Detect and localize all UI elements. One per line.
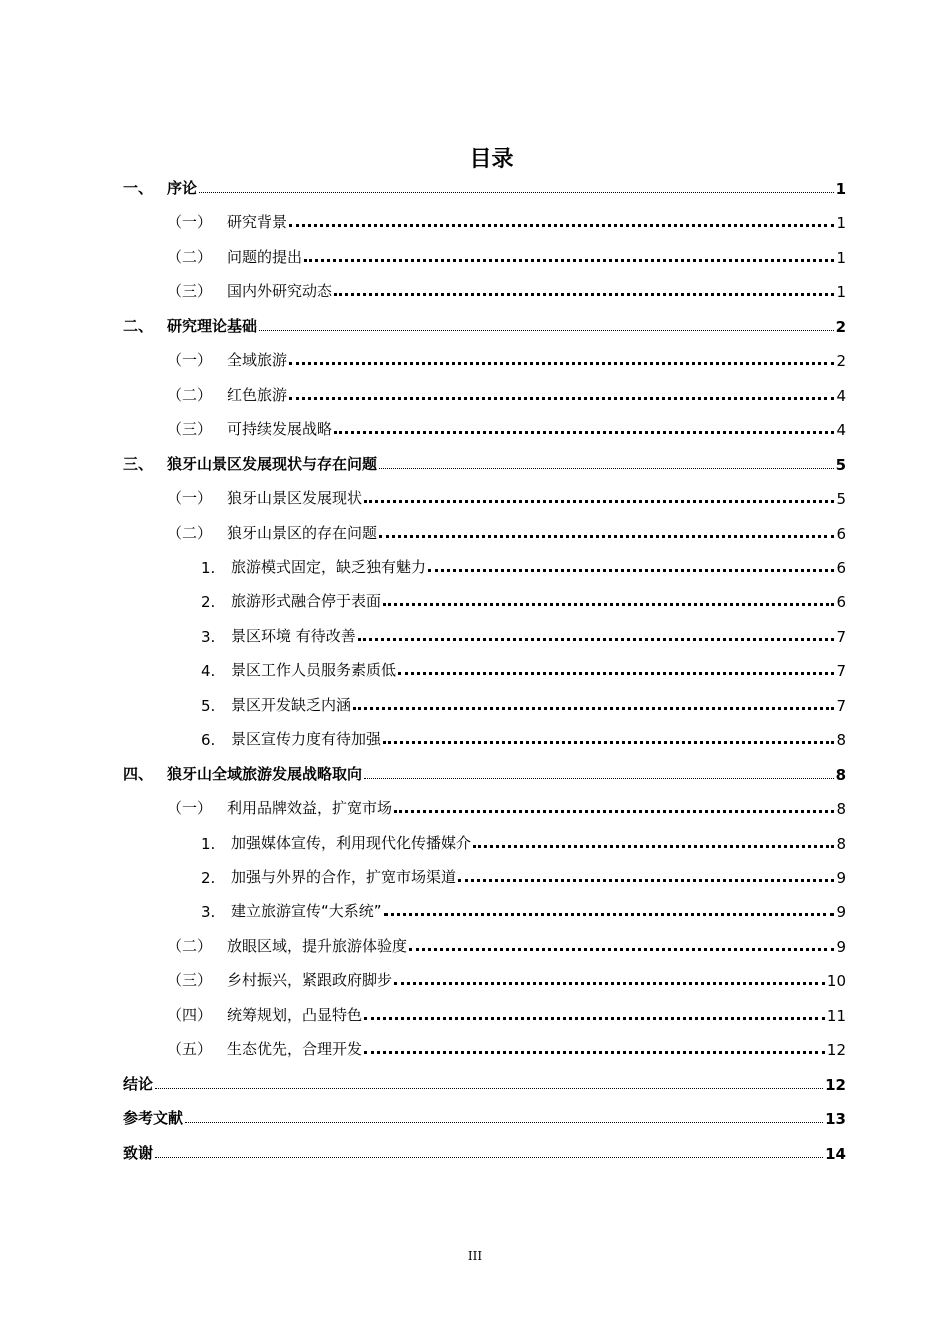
toc-entry[interactable] xyxy=(201,553,846,577)
toc-entry-label: 狼牙山景区发展现状与存在问题 xyxy=(167,454,378,473)
toc-entry-number: 三、 xyxy=(123,454,154,473)
toc-entry-label: 致谢 xyxy=(123,1143,154,1162)
dot-leader xyxy=(334,431,834,434)
dot-leader xyxy=(289,224,834,227)
toc-entry-label: 景区工作人员服务素质低 xyxy=(231,661,397,680)
toc-entry[interactable] xyxy=(167,484,846,508)
toc-entry-number: 3. xyxy=(201,627,216,646)
toc-entry-page: 8 xyxy=(835,765,846,784)
toc-entry-label: 狼牙山全域旅游发展战略取向 xyxy=(167,764,363,783)
toc-entry-label: 研究理论基础 xyxy=(167,316,258,335)
dot-leader xyxy=(364,1051,825,1054)
dot-leader xyxy=(384,913,835,916)
toc-entry[interactable] xyxy=(201,829,846,853)
toc-entry[interactable] xyxy=(167,208,846,232)
toc-entry[interactable] xyxy=(167,932,846,956)
toc-entry-number: 四、 xyxy=(123,764,154,783)
dot-leader xyxy=(379,468,834,469)
toc-entry-number: 2. xyxy=(201,593,216,612)
toc-entry-page: 12 xyxy=(826,1041,846,1060)
toc-entry[interactable] xyxy=(201,725,846,749)
toc-entry-page: 8 xyxy=(836,800,846,819)
toc-entry-number: 1. xyxy=(201,558,216,577)
toc-entry[interactable] xyxy=(167,346,846,370)
toc-entry[interactable] xyxy=(123,1139,846,1163)
toc-entry-page: 2 xyxy=(835,317,846,336)
toc-entry-number: 1. xyxy=(201,834,216,853)
dot-leader xyxy=(364,1017,825,1020)
toc-entry-page: 1 xyxy=(835,180,846,198)
toc-entry-number: （一） xyxy=(167,213,213,232)
toc-entry[interactable] xyxy=(201,622,846,646)
toc-entry[interactable] xyxy=(167,794,846,818)
toc-entry-page: 6 xyxy=(836,558,846,577)
toc-entry-label: 加强媒体宣传，利用现代化传播媒介 xyxy=(231,833,472,852)
dot-leader xyxy=(259,330,834,331)
toc-entry[interactable] xyxy=(167,277,846,301)
dot-leader xyxy=(289,362,834,365)
toc-entry-page: 1 xyxy=(836,214,846,233)
toc-entry[interactable] xyxy=(167,243,846,267)
toc-entry-label: 狼牙山景区发展现状 xyxy=(227,489,363,508)
toc-entry[interactable] xyxy=(123,450,846,474)
dot-leader xyxy=(334,293,834,296)
dot-leader xyxy=(155,1157,823,1158)
toc-entry-label: 旅游形式融合停于表面 xyxy=(231,592,382,611)
toc-entry-number: （二） xyxy=(167,385,213,404)
toc-entry-label: 乡村振兴，紧跟政府脚步 xyxy=(227,971,393,990)
toc-entry-page: 6 xyxy=(836,524,846,543)
toc-entry-number: 3. xyxy=(201,903,216,922)
toc-entry[interactable] xyxy=(123,174,846,198)
toc-entry-label: 可持续发展战略 xyxy=(227,420,333,439)
dot-leader xyxy=(155,1088,823,1089)
toc-entry-label: 结论 xyxy=(123,1074,154,1093)
toc-entry-page: 9 xyxy=(836,937,846,956)
toc-entry-number: （五） xyxy=(167,1040,213,1059)
dot-leader xyxy=(383,741,834,744)
toc-entry-label: 生态优先，合理开发 xyxy=(227,1040,363,1059)
toc-entry-page: 6 xyxy=(836,593,846,612)
toc-entry-label: 景区环境 有待改善 xyxy=(231,626,356,645)
toc-entry-label: 序论 xyxy=(167,179,198,197)
toc-entry-page: 7 xyxy=(836,627,846,646)
toc-entry[interactable] xyxy=(167,966,846,990)
toc-entry-page: 8 xyxy=(836,834,846,853)
toc-entry-number: （一） xyxy=(167,351,213,370)
toc-entry-label: 旅游模式固定，缺乏独有魅力 xyxy=(231,557,427,576)
toc-entry[interactable] xyxy=(167,519,846,543)
dot-leader xyxy=(364,778,834,779)
toc-entry-number: （四） xyxy=(167,1005,213,1024)
dot-leader xyxy=(199,192,834,193)
toc-entry[interactable] xyxy=(123,760,846,784)
toc-entry-page: 9 xyxy=(836,869,846,887)
toc-title: 目录 xyxy=(469,147,514,172)
toc-entry-label: 加强与外界的合作，扩宽市场渠道 xyxy=(231,868,457,886)
toc-entry-number: 一、 xyxy=(123,179,154,197)
toc-entry-number: （一） xyxy=(167,489,213,508)
toc-entry-page: 8 xyxy=(836,731,846,750)
toc-entry-page: 4 xyxy=(836,386,846,405)
toc-entry-page: 7 xyxy=(836,662,846,681)
dot-leader xyxy=(353,707,834,710)
dot-leader xyxy=(304,259,834,262)
toc-entry[interactable] xyxy=(167,415,846,439)
toc-entry-number: （二） xyxy=(167,936,213,955)
dot-leader xyxy=(379,535,834,538)
toc-entry-page: 5 xyxy=(836,490,846,509)
toc-entry-number: （三） xyxy=(167,971,213,990)
toc-entry-label: 利用品牌效益，扩宽市场 xyxy=(227,799,393,818)
toc-entry-number: 5. xyxy=(201,696,216,715)
dot-leader xyxy=(364,500,834,503)
toc-entry-label: 景区开发缺乏内涵 xyxy=(231,695,352,714)
toc-entry-label: 全域旅游 xyxy=(227,351,288,370)
toc-entry-page: 11 xyxy=(826,1006,846,1025)
toc-entry-page: 12 xyxy=(825,1075,846,1094)
toc-entry-label: 放眼区域，提升旅游体验度 xyxy=(227,936,408,955)
dot-leader xyxy=(428,569,834,572)
toc-entry-label: 建立旅游宣传“大系统” xyxy=(231,902,382,921)
toc-entry-number: （三） xyxy=(167,282,213,301)
toc-entry-label: 景区宣传力度有待加强 xyxy=(231,730,382,749)
dot-leader xyxy=(394,810,834,813)
toc-entry-number: （二） xyxy=(167,247,213,266)
toc-entry-page: 14 xyxy=(825,1144,846,1163)
toc-entry-label: 研究背景 xyxy=(227,213,288,232)
toc-entry-number: （一） xyxy=(167,799,213,818)
toc-entry-page: 7 xyxy=(836,696,846,715)
toc-entry[interactable] xyxy=(123,1104,846,1128)
dot-leader xyxy=(409,948,834,951)
dot-leader xyxy=(185,1122,823,1123)
page-number-footer: III xyxy=(467,1249,483,1263)
toc-entry-number: 2. xyxy=(201,869,216,887)
toc-entry-page: 2 xyxy=(836,352,846,371)
toc-entry-number: 二、 xyxy=(123,316,154,335)
toc-entry-label: 参考文献 xyxy=(123,1109,184,1128)
dot-leader xyxy=(358,638,835,641)
toc-entry-label: 统筹规划，凸显特色 xyxy=(227,1005,363,1024)
toc-entry[interactable] xyxy=(123,1070,846,1094)
toc-entry[interactable] xyxy=(167,381,846,405)
dot-leader xyxy=(289,397,834,400)
toc-entry-page: 1 xyxy=(836,248,846,267)
toc-entry-page: 9 xyxy=(836,903,846,922)
toc-entry-page: 4 xyxy=(836,421,846,440)
toc-entry-number: 6. xyxy=(201,731,216,750)
toc-entry-number: 4. xyxy=(201,662,216,681)
toc-entry-number: （三） xyxy=(167,420,213,439)
toc-entry-label: 问题的提出 xyxy=(227,247,303,266)
toc-entry-label: 国内外研究动态 xyxy=(227,282,333,301)
dot-leader xyxy=(458,879,834,882)
toc-entry[interactable] xyxy=(201,691,846,715)
toc-entry-label: 红色旅游 xyxy=(227,385,288,404)
toc-entry-page: 10 xyxy=(826,972,846,991)
toc-entry-page: 5 xyxy=(835,455,846,474)
toc-entry[interactable] xyxy=(167,1001,846,1025)
toc-entry[interactable] xyxy=(201,656,846,680)
toc-entry[interactable] xyxy=(201,587,846,611)
dot-leader xyxy=(398,672,834,675)
dot-leader xyxy=(394,982,825,985)
toc-entry[interactable] xyxy=(201,897,846,921)
toc-entry-number: （二） xyxy=(167,523,213,542)
toc-entry-page: 13 xyxy=(825,1110,846,1129)
toc-entry-page: 1 xyxy=(836,283,846,302)
dot-leader xyxy=(383,603,834,606)
dot-leader xyxy=(473,845,834,848)
toc-entry[interactable] xyxy=(167,1035,846,1059)
toc-entry-label: 狼牙山景区的存在问题 xyxy=(227,523,378,542)
toc-entry[interactable] xyxy=(201,863,846,887)
toc-entry[interactable] xyxy=(123,312,846,336)
